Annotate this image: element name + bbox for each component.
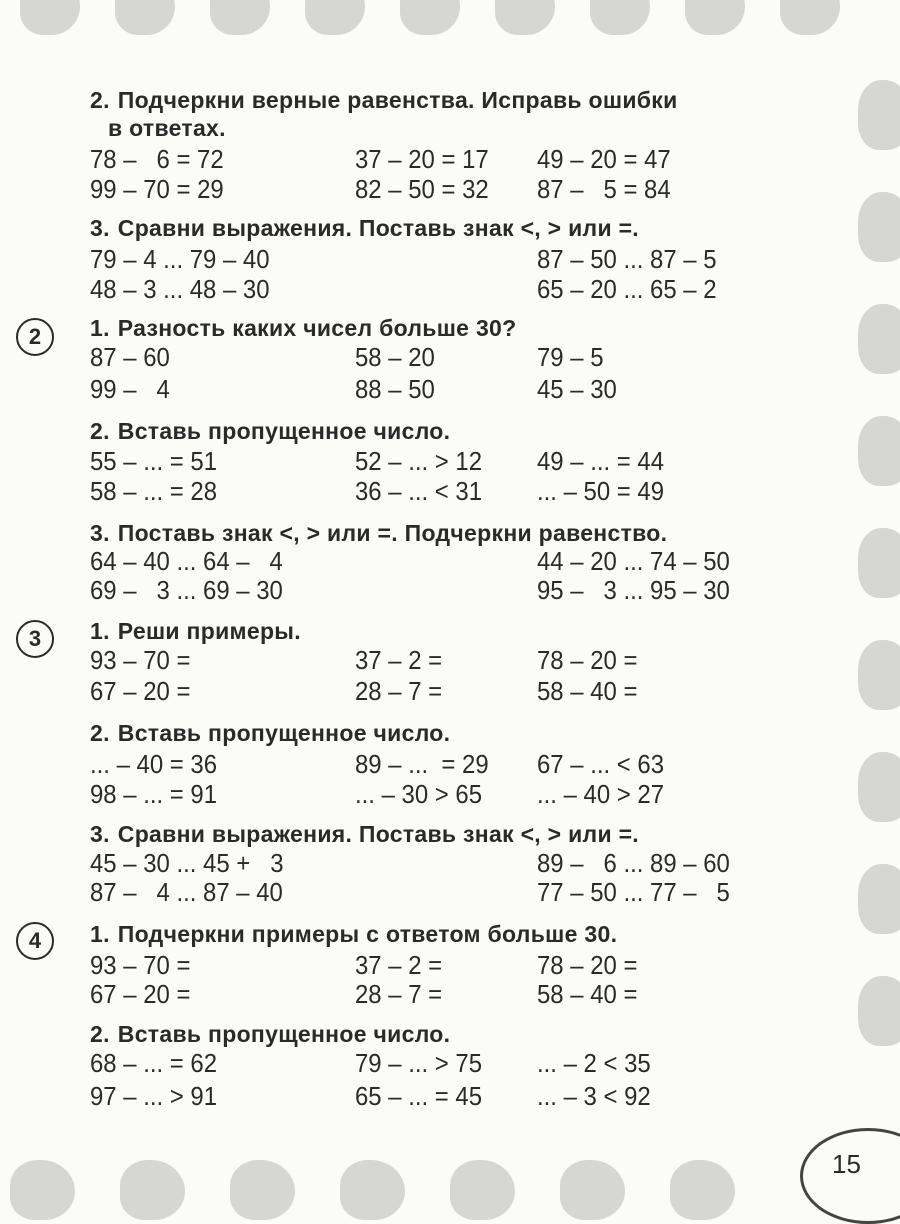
math-expression: 45 – 30 bbox=[537, 374, 617, 404]
math-expression: 37 – 2 = bbox=[355, 950, 443, 980]
math-expression: 67 – ... < 63 bbox=[537, 749, 665, 779]
task-instruction: Реши примеры. bbox=[117, 618, 301, 644]
task-instruction: Вставь пропущенное число. bbox=[117, 720, 451, 746]
decorative-digit-shape bbox=[450, 1160, 515, 1220]
math-expression: 89 – 6 ... 89 – 60 bbox=[537, 848, 730, 878]
decorative-digit-shape bbox=[560, 1160, 625, 1220]
math-expression: 49 – 20 = 47 bbox=[537, 144, 671, 174]
task-title bbox=[90, 216, 639, 241]
task-instruction: Вставь пропущенное число. bbox=[117, 1021, 451, 1047]
decorative-digit-shape bbox=[305, 0, 365, 35]
task-number: 2. bbox=[90, 720, 110, 746]
section-marker-2: 2 bbox=[16, 318, 54, 356]
math-expression: 68 – ... = 62 bbox=[90, 1048, 218, 1078]
math-expression: 58 – 20 bbox=[355, 342, 435, 372]
task-instruction: Подчеркни верные равенства. Исправь ошибки bbox=[117, 87, 678, 113]
task-instruction: Разность каких чисел больше 30? bbox=[117, 315, 517, 341]
math-expression: 67 – 20 = bbox=[90, 979, 191, 1009]
math-expression: 36 – ... < 31 bbox=[355, 476, 483, 506]
decorative-digit-shape bbox=[670, 1160, 735, 1220]
math-expression: 55 – ... = 51 bbox=[90, 446, 218, 476]
decorative-digit-shape bbox=[685, 0, 745, 35]
math-expression: 77 – 50 ... 77 – 5 bbox=[537, 877, 730, 907]
task-title bbox=[90, 922, 617, 947]
math-expression: 58 – 40 = bbox=[537, 676, 638, 706]
math-expression: 99 – 70 = 29 bbox=[90, 174, 224, 204]
task-number: 3. bbox=[90, 821, 110, 847]
math-expression: ... – 2 < 35 bbox=[537, 1048, 651, 1078]
math-expression: 44 – 20 ... 74 – 50 bbox=[537, 546, 730, 576]
task-title bbox=[90, 316, 517, 341]
math-expression: 87 – 5 = 84 bbox=[537, 174, 671, 204]
decorative-digit-shape bbox=[858, 80, 900, 150]
task-instruction: Подчеркни примеры с ответом больше 30. bbox=[117, 921, 618, 947]
math-expression: 37 – 20 = 17 bbox=[355, 144, 489, 174]
decorative-digit-shape bbox=[858, 416, 900, 486]
math-expression: 58 – 40 = bbox=[537, 979, 638, 1009]
math-expression: 58 – ... = 28 bbox=[90, 476, 218, 506]
task-title bbox=[90, 88, 678, 113]
math-expression: 65 – ... = 45 bbox=[355, 1081, 483, 1111]
decorative-digit-shape bbox=[858, 752, 900, 822]
task-instruction: Сравни выражения. Поставь знак <, > или =. bbox=[117, 215, 640, 241]
decorative-digit-shape bbox=[340, 1160, 405, 1220]
math-expression: 67 – 20 = bbox=[90, 676, 191, 706]
task-title bbox=[90, 619, 301, 644]
task-title bbox=[90, 822, 639, 847]
math-expression: 78 – 20 = bbox=[537, 950, 638, 980]
task-number: 2. bbox=[90, 418, 110, 444]
task-number: 3. bbox=[90, 215, 110, 241]
math-expression: 93 – 70 = bbox=[90, 645, 191, 675]
math-expression: 79 – 5 bbox=[537, 342, 604, 372]
math-expression: 82 – 50 = 32 bbox=[355, 174, 489, 204]
task-number: 1. bbox=[90, 315, 110, 341]
math-expression: 48 – 3 ... 48 – 30 bbox=[90, 274, 270, 304]
math-expression: 87 – 60 bbox=[90, 342, 170, 372]
math-expression: 78 – 6 = 72 bbox=[90, 144, 224, 174]
task-number: 1. bbox=[90, 618, 110, 644]
math-expression: 87 – 4 ... 87 – 40 bbox=[90, 877, 283, 907]
math-expression: 52 – ... > 12 bbox=[355, 446, 483, 476]
math-expression: 79 – ... > 75 bbox=[355, 1048, 483, 1078]
math-expression: 95 – 3 ... 95 – 30 bbox=[537, 575, 730, 605]
math-expression: 37 – 2 = bbox=[355, 645, 443, 675]
decorative-digit-shape bbox=[20, 0, 80, 35]
decorative-digit-shape bbox=[115, 0, 175, 35]
task-number: 1. bbox=[90, 921, 110, 947]
task-title bbox=[90, 721, 450, 746]
decorative-digit-shape bbox=[210, 0, 270, 35]
task-instruction: Сравни выражения. Поставь знак <, > или =. bbox=[117, 821, 640, 847]
math-expression: 45 – 30 ... 45 + 3 bbox=[90, 848, 284, 878]
task-number: 2. bbox=[90, 1021, 110, 1047]
math-expression: 64 – 40 ... 64 – 4 bbox=[90, 546, 283, 576]
decorative-digit-shape bbox=[858, 192, 900, 262]
math-expression: ... – 40 = 36 bbox=[90, 749, 218, 779]
math-expression: 89 – ... = 29 bbox=[355, 749, 489, 779]
math-expression: 93 – 70 = bbox=[90, 950, 191, 980]
math-expression: 65 – 20 ... 65 – 2 bbox=[537, 274, 717, 304]
decorative-digit-shape bbox=[858, 304, 900, 374]
math-expression: 99 – 4 bbox=[90, 374, 170, 404]
section-marker-4: 4 bbox=[16, 922, 54, 960]
task-instruction: Поставь знак <, > или =. Подчеркни равенство. bbox=[117, 520, 668, 546]
math-expression: 98 – ... = 91 bbox=[90, 779, 218, 809]
math-expression: 78 – 20 = bbox=[537, 645, 638, 675]
task-number: 3. bbox=[90, 520, 110, 546]
math-expression: 28 – 7 = bbox=[355, 979, 443, 1009]
decorative-digit-shape bbox=[858, 528, 900, 598]
decorative-digit-shape bbox=[858, 864, 900, 934]
math-expression: 87 – 50 ... 87 – 5 bbox=[537, 244, 717, 274]
section-marker-3: 3 bbox=[16, 620, 54, 658]
decorative-digit-shape bbox=[10, 1160, 75, 1220]
task-instruction-continued: в ответах. bbox=[108, 115, 226, 141]
page-number: 15 bbox=[832, 1149, 861, 1179]
math-expression: ... – 30 > 65 bbox=[355, 779, 483, 809]
task-title bbox=[90, 521, 667, 546]
decorative-digit-shape bbox=[780, 0, 840, 35]
decorative-digit-shape bbox=[858, 640, 900, 710]
decorative-digit-shape bbox=[495, 0, 555, 35]
math-expression: 97 – ... > 91 bbox=[90, 1081, 218, 1111]
math-expression: ... – 40 > 27 bbox=[537, 779, 665, 809]
math-expression: 88 – 50 bbox=[355, 374, 435, 404]
math-expression: ... – 50 = 49 bbox=[537, 476, 665, 506]
math-expression: 49 – ... = 44 bbox=[537, 446, 665, 476]
math-expression: 79 – 4 ... 79 – 40 bbox=[90, 244, 270, 274]
task-title bbox=[90, 419, 450, 444]
math-expression: 28 – 7 = bbox=[355, 676, 443, 706]
math-expression: 69 – 3 ... 69 – 30 bbox=[90, 575, 283, 605]
task-number: 2. bbox=[90, 87, 110, 113]
math-expression: ... – 3 < 92 bbox=[537, 1081, 651, 1111]
decorative-digit-shape bbox=[590, 0, 650, 35]
task-instruction: Вставь пропущенное число. bbox=[117, 418, 451, 444]
decorative-digit-shape bbox=[858, 976, 900, 1046]
decorative-digit-shape bbox=[230, 1160, 295, 1220]
decorative-digit-shape bbox=[400, 0, 460, 35]
decorative-digit-shape bbox=[120, 1160, 185, 1220]
task-title bbox=[90, 1022, 450, 1047]
